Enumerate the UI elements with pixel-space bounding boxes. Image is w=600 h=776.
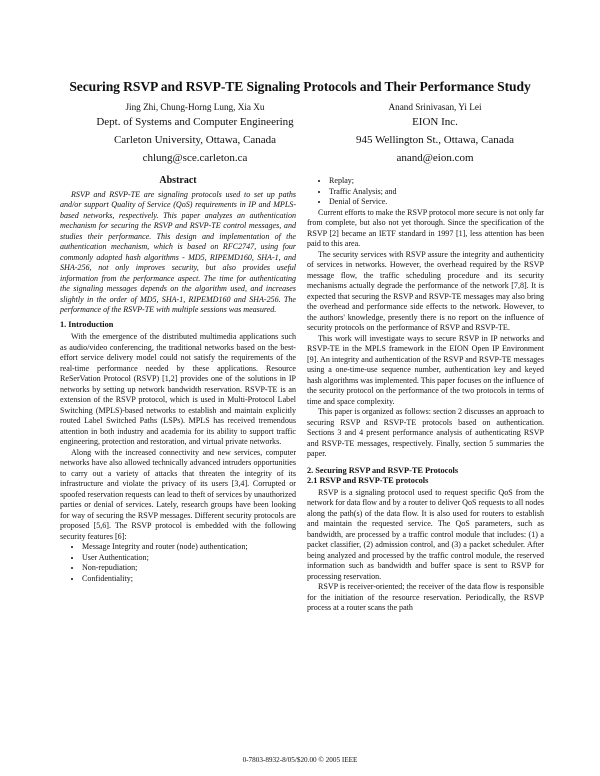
author-company: EION Inc. xyxy=(412,116,458,128)
security-features-list-right xyxy=(307,176,544,208)
list-item: • Replay; xyxy=(329,176,544,187)
right-column xyxy=(307,176,544,614)
author-names-right: Anand Srinivasan, Yi Lei xyxy=(388,102,482,112)
intro-paragraph-3: Current efforts to make the RSVP protocol more secure is not only far from complete, but also not yet thorough. Since the specification of the RSVP [2] became an IETF standard in 1997 [1], less attention has been paid to this area. xyxy=(307,207,544,248)
abstract-text: RSVP and RSVP-TE are signaling protocols used to set up paths and/or support Quality of Service (QoS) requirements in IP and MPLS-based networks, respectively. This paper analyzes an authentication mechanism for securing the RSVP and RSVP-TE control messages, and studies their performance. This design and implementation of the authentication mechanism, which is based on RFC2747, using four commonly adopted hash algorithms - MD5, RIPEMD160, SHA-1, and SHA-256, not only improves security, but also provides useful information from the performance aspect. The time for authenticating the signaling messages depends on the algorithm used, and increases slightly in the order of MD5, SHA-1, RIPEMD160 and SHA-256. The performance of the RSVP-TE with multiple sessions was measured. xyxy=(60,189,296,314)
author-department: Dept. of Systems and Computer Engineering xyxy=(96,116,294,128)
list-item: • Message Integrity and router (node) authentication; xyxy=(82,542,296,553)
abstract-heading: Abstract xyxy=(159,175,197,186)
list-item: • Traffic Analysis; and xyxy=(329,187,544,198)
copyright-footer: 0-7803-8932-8/05/$20.00 © 2005 IEEE xyxy=(242,756,358,764)
author-email-left: chlung@sce.carleton.ca xyxy=(142,152,248,164)
intro-heading: 1. Introduction xyxy=(60,319,114,329)
author-address: 945 Wellington St., Ottawa, Canada xyxy=(355,134,515,146)
intro-paragraph-2: Along with the increased connectivity and new services, computer networks have also allowed technically advanced intruders opportunities to carry out a variety of attacks that threaten the integrity of its infrastructure and violate the privacy of its users [3,4]. Corrupted or spoofed reservation requests can lead to theft of services by unauthorized parties or denial of services. Lately, research groups have been looking for way of securing the RSVP messages. Different security protocols are proposed [5,6]. The RSVP protocol is embedded with the following security features [6]: xyxy=(60,447,296,541)
author-names-left: Jing Zhi, Chung-Horng Lung, Xia Xu xyxy=(125,102,265,112)
author-email-right: anand@eion.com xyxy=(396,152,474,164)
list-item: • Non-repudiation; xyxy=(82,563,296,574)
list-item: • Confidentiality; xyxy=(82,574,296,585)
authors-right xyxy=(285,101,585,167)
intro-paragraph-4: The security services with RSVP assure the integrity and authenticity of services in networks. However, the overhead required by the RSVP message flow, the traffic scheduling procedure and its security mechanisms actually degrade the performance of the network [7,8]. It is expected that securing the RSVP and RSVP-TE messages may also bring the overhead and performance side effects to the network. However, to the authors' knowledge, presently there is no report on the influence of security protocols on the performance of RSVP and RSVP-TE. xyxy=(307,249,544,332)
security-features-list-left xyxy=(60,542,296,584)
list-item: • Denial of Service. xyxy=(329,197,544,208)
section-2-paragraph-2: RSVP is receiver-oriented; the receiver of the data flow is responsible for the initiation of the resource reservation. Periodically, the RSVP process at a router scans the path xyxy=(307,582,544,612)
list-item: • User Authentication; xyxy=(82,553,296,564)
author-affiliation-left: Carleton University, Ottawa, Canada xyxy=(113,134,277,146)
paper-title: Securing RSVP and RSVP-TE Signaling Protocols and Their Performance Study xyxy=(69,79,531,94)
abstract xyxy=(60,176,296,316)
intro-paragraph-5: This work will investigate ways to secure RSVP in IP networks and RSVP-TE in the MPLS framework in the EION Open IP Environment [9]. An integrity and authentication of the RSVP and RSVP-TE messages using a one-time-use sequence number, authentication key and keyed hash algorithms was implemented. This paper focuses on the influence of the security protocol on the performance of the two protocols in terms of time and space complexity. xyxy=(307,333,544,406)
left-column xyxy=(60,176,296,584)
section-2-heading: 2. Securing RSVP and RSVP-TE Protocols xyxy=(307,465,459,475)
intro-paragraph-1: With the emergence of the distributed multimedia applications such as audio/video conferencing, the traditional networks based on the best-effort service delivery model could not satisfy the requirements of the real-time performance needed by these applications. Resource ReSerVation Protocol (RSVP) [1,2] provides one of the solutions in IP networks by setting up network bandwidth reservation. RSVP-TE is an extension of the RSVP protocol, which is used in Multi-Protocol Label Switching (MPLS)-based networks to establish and maintain explicitly routed Label Switched Paths (LSPs). MPLS has received tremendous attention in both industry and academia for its ability to support traffic engineering, protection and restoration, and virtual private networks. xyxy=(60,332,296,446)
section-2-paragraph-1: RSVP is a signaling protocol used to request specific QoS from the network for data flow and by a router to deliver QoS requests to all nodes along the path(s) of the data flow. It is also used for routers to establish and maintain the requested service. The QoS parameters, such as bandwidth, are processed by a traffic control module that includes: (1) a packet classifier, (2) admission control, and (3) a packet scheduler. After being analyzed and processed by the traffic control module, the reserved information such as bandwidth and buffer space is sent to RSVP for processing reservation. xyxy=(307,487,544,581)
section-2-1-heading: 2.1 RSVP and RSVP-TE protocols xyxy=(307,476,429,485)
intro-paragraph-6: This paper is organized as follows: section 2 discusses an approach to securing RSVP and RSVP-TE protocols based on authentication. Sections 3 and 4 present performance analysis of authenticating RSVP and RSVP-TE messages, respectively. Finally, section 5 summaries the paper. xyxy=(307,407,544,458)
